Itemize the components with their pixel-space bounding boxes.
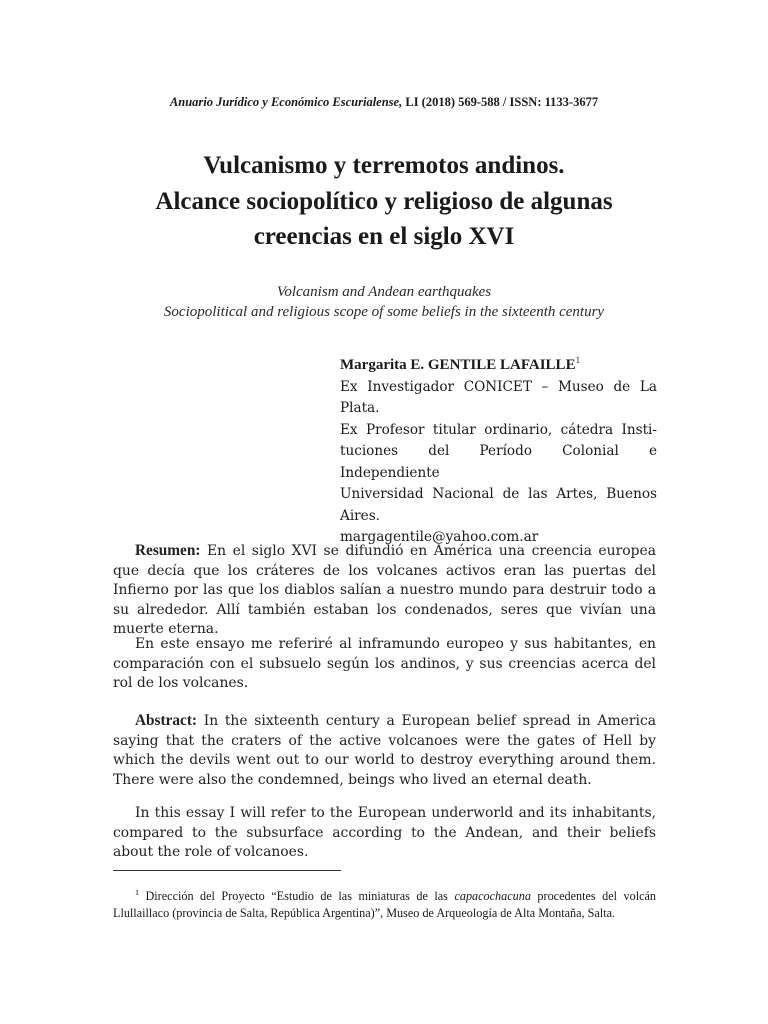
author-affiliation-2a: Ex Profesor titular ordinario, cátedra Insti-: [340, 421, 657, 438]
journal-name: Anuario Jurídico y Económico Escurialense,: [169, 95, 403, 109]
author-affiliation-3b: Aires.: [340, 507, 381, 524]
resumen-label: Resumen:: [135, 542, 201, 559]
resumen-paragraph-2: En este ensayo me referiré al inframundo europeo y sus habitantes, en comparación con el subsuelo según los andinos, y sus creencias acerca del rol de los volcanes.: [113, 636, 656, 692]
author-affiliation-1b: Plata.: [340, 400, 380, 416]
title-line-2: Alcance sociopolítico y religioso de algunas: [155, 187, 613, 215]
article-title: [60, 148, 708, 255]
journal-header: [0, 95, 768, 110]
title-line-3: creencias en el siglo XVI: [253, 223, 515, 250]
abstract-text: In the sixteenth century a European belief spread in America saying that the craters of the active volcanoes were the gates of Hell by which the devils went out to our world to destroy everything around them. There were also the condemned, beings who lived an eternal death.: [113, 713, 656, 788]
english-title-line-1: Volcanism and Andean earthquakes: [276, 284, 492, 300]
author-name-text: Margarita E. GENTILE LAFAILLE: [340, 357, 576, 373]
resumen-paragraph: [113, 541, 656, 640]
journal-details: LI (2018) 569-588 / ISSN: 1133-3677: [402, 95, 599, 109]
footnote: [113, 884, 656, 922]
footnote-text-before: Dirección del Proyecto “Estudio de las miniaturas de las: [139, 889, 455, 904]
footnote-italic-term: capacochacuna: [454, 889, 531, 904]
author-name: [340, 350, 657, 377]
author-affiliation-2b: tuciones del Período Colonial e Independiente: [340, 443, 657, 481]
author-email[interactable]: margagentile@yahoo.com.ar: [340, 529, 539, 545]
author-block: [340, 350, 657, 549]
english-title-line-2: Sociopolitical and religious scope of some beliefs in the sixteenth century: [163, 304, 605, 320]
footnote-divider: [113, 870, 341, 871]
footnote-text-after: procedentes del volcán Llullaillaco (provincia de Salta, República Argentina)”, Museo de Arqueología de Alta Montaña, Salta.: [113, 889, 656, 921]
author-footnote-mark: 1: [575, 355, 581, 365]
english-title: [40, 282, 728, 322]
abstract-label: Abstract:: [135, 712, 198, 729]
footnote-mark: 1: [135, 888, 139, 897]
abstract-paragraph: [113, 711, 656, 790]
author-affiliation-1a: Ex Investigador CONICET – Museo de La: [340, 378, 657, 395]
author-affiliation-3a: Universidad Nacional de las Artes, Buenos: [340, 486, 657, 502]
abstract-paragraph-2: In this essay I will refer to the European underworld and its inhabitants, compared to the subsurface according to the Andean, and their beliefs about the role of volcanoes.: [113, 805, 656, 861]
resumen-text: En el siglo XVI se difundió en América una creencia europea que decía que los cráteres de los volcanes activos eran las puertas del Infierno por las que los diablos salían a nuestro mundo para destruir todo a su alrededor. Allí también estaban los condenados, seres que vivían una muerte eterna.: [113, 543, 656, 638]
title-line-1: Vulcanismo y terremotos andinos.: [203, 152, 565, 179]
